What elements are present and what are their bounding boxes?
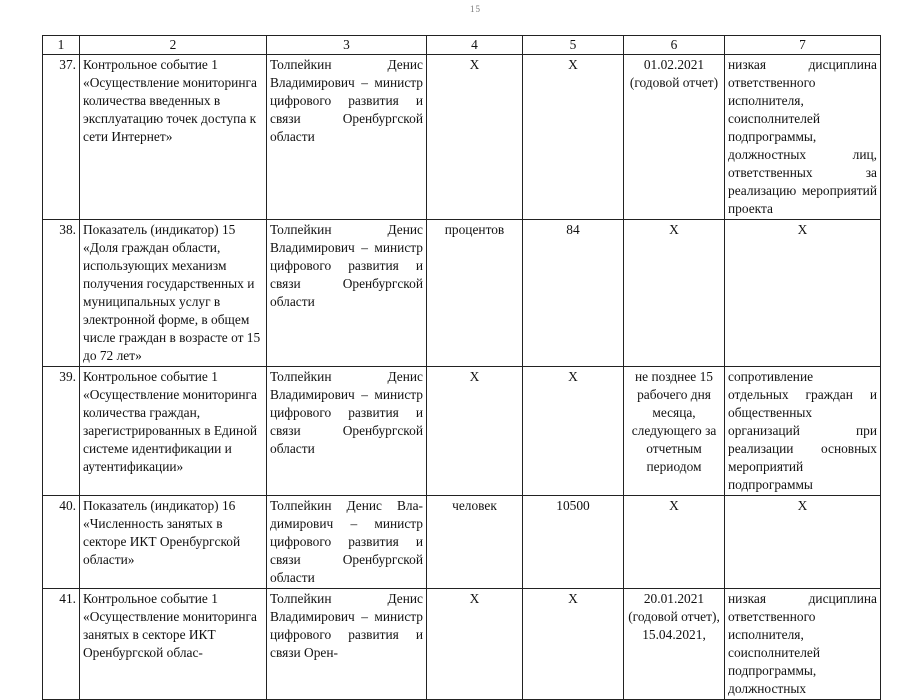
responsible-cell: Толпейкин Денис Владимирович – министр цифрового развития и связи Орен- [267, 589, 427, 700]
unit-cell: Х [427, 589, 523, 700]
unit-cell: Х [427, 55, 523, 220]
risks-cell: Х [725, 220, 881, 367]
deadline-cell: не позднее 15 рабочего дня месяца, следующего за отчетным периодом [624, 367, 725, 496]
table-row [43, 220, 881, 367]
deadline-cell: Х [624, 220, 725, 367]
risks-cell: Х [725, 496, 881, 589]
value-cell: Х [523, 367, 624, 496]
unit-cell: Х [427, 367, 523, 496]
table-row [43, 589, 881, 700]
value-cell: 84 [523, 220, 624, 367]
row-number: 40. [43, 496, 80, 589]
row-number: 38. [43, 220, 80, 367]
page-number: 15 [470, 4, 481, 14]
value-cell: Х [523, 589, 624, 700]
column-header-2: 2 [80, 36, 267, 55]
event-cell: Показатель (индикатор) 16 «Численность занятых в секторе ИКТ Оренбургской области» [80, 496, 267, 589]
deadline-cell: 01.02.2021 (годовой отчет) [624, 55, 725, 220]
event-cell: Контрольное событие 1 «Осуществление мониторинга количества граждан, зарегистрированных в Единой системе идентификации и аутентификации» [80, 367, 267, 496]
unit-cell: человек [427, 496, 523, 589]
unit-cell: процентов [427, 220, 523, 367]
responsible-cell: Толпейкин Денис Вла-димирович – министр цифрового развития и связи Оренбургской области [267, 496, 427, 589]
row-number: 39. [43, 367, 80, 496]
table-row [43, 367, 881, 496]
column-header-4: 4 [427, 36, 523, 55]
deadline-cell: Х [624, 496, 725, 589]
column-header-3: 3 [267, 36, 427, 55]
column-header-7: 7 [725, 36, 881, 55]
risks-cell: низкая дисциплина ответственного исполнителя, соисполнителей подпрограммы, должностных [725, 589, 881, 700]
document-table [42, 35, 881, 700]
event-cell: Контрольное событие 1 «Осуществление мониторинга занятых в секторе ИКТ Оренбургской облас- [80, 589, 267, 700]
event-cell: Показатель (индикатор) 15 «Доля граждан области, использующих механизм получения государственных и муниципальных услуг в электронной форме, в общем числе граждан в возрасте от 15 до 72 лет» [80, 220, 267, 367]
deadline-cell: 20.01.2021 (годовой отчет), 15.04.2021, [624, 589, 725, 700]
responsible-cell: Толпейкин Денис Владимирович – министр цифрового развития и связи Оренбургской области [267, 367, 427, 496]
risks-cell: сопротивление отдельных граждан и общественных организаций при реализации основных мероприятий подпрограммы [725, 367, 881, 496]
table-row [43, 55, 881, 220]
row-number: 41. [43, 589, 80, 700]
responsible-cell: Толпейкин Денис Владимирович – министр цифрового развития и связи Оренбургской области [267, 55, 427, 220]
event-cell: Контрольное событие 1 «Осуществление мониторинга количества введенных в эксплуатацию точек доступа к сети Интернет» [80, 55, 267, 220]
row-number: 37. [43, 55, 80, 220]
value-cell: Х [523, 55, 624, 220]
value-cell: 10500 [523, 496, 624, 589]
risks-cell: низкая дисциплина ответственного исполнителя, соисполнителей подпрограммы, должностных лиц, ответственных за реализацию мероприятий проекта [725, 55, 881, 220]
column-header-1: 1 [43, 36, 80, 55]
column-header-6: 6 [624, 36, 725, 55]
responsible-cell: Толпейкин Денис Владимирович – министр цифрового развития и связи Оренбургской области [267, 220, 427, 367]
column-header-5: 5 [523, 36, 624, 55]
table-row [43, 496, 881, 589]
header-row [43, 36, 881, 55]
